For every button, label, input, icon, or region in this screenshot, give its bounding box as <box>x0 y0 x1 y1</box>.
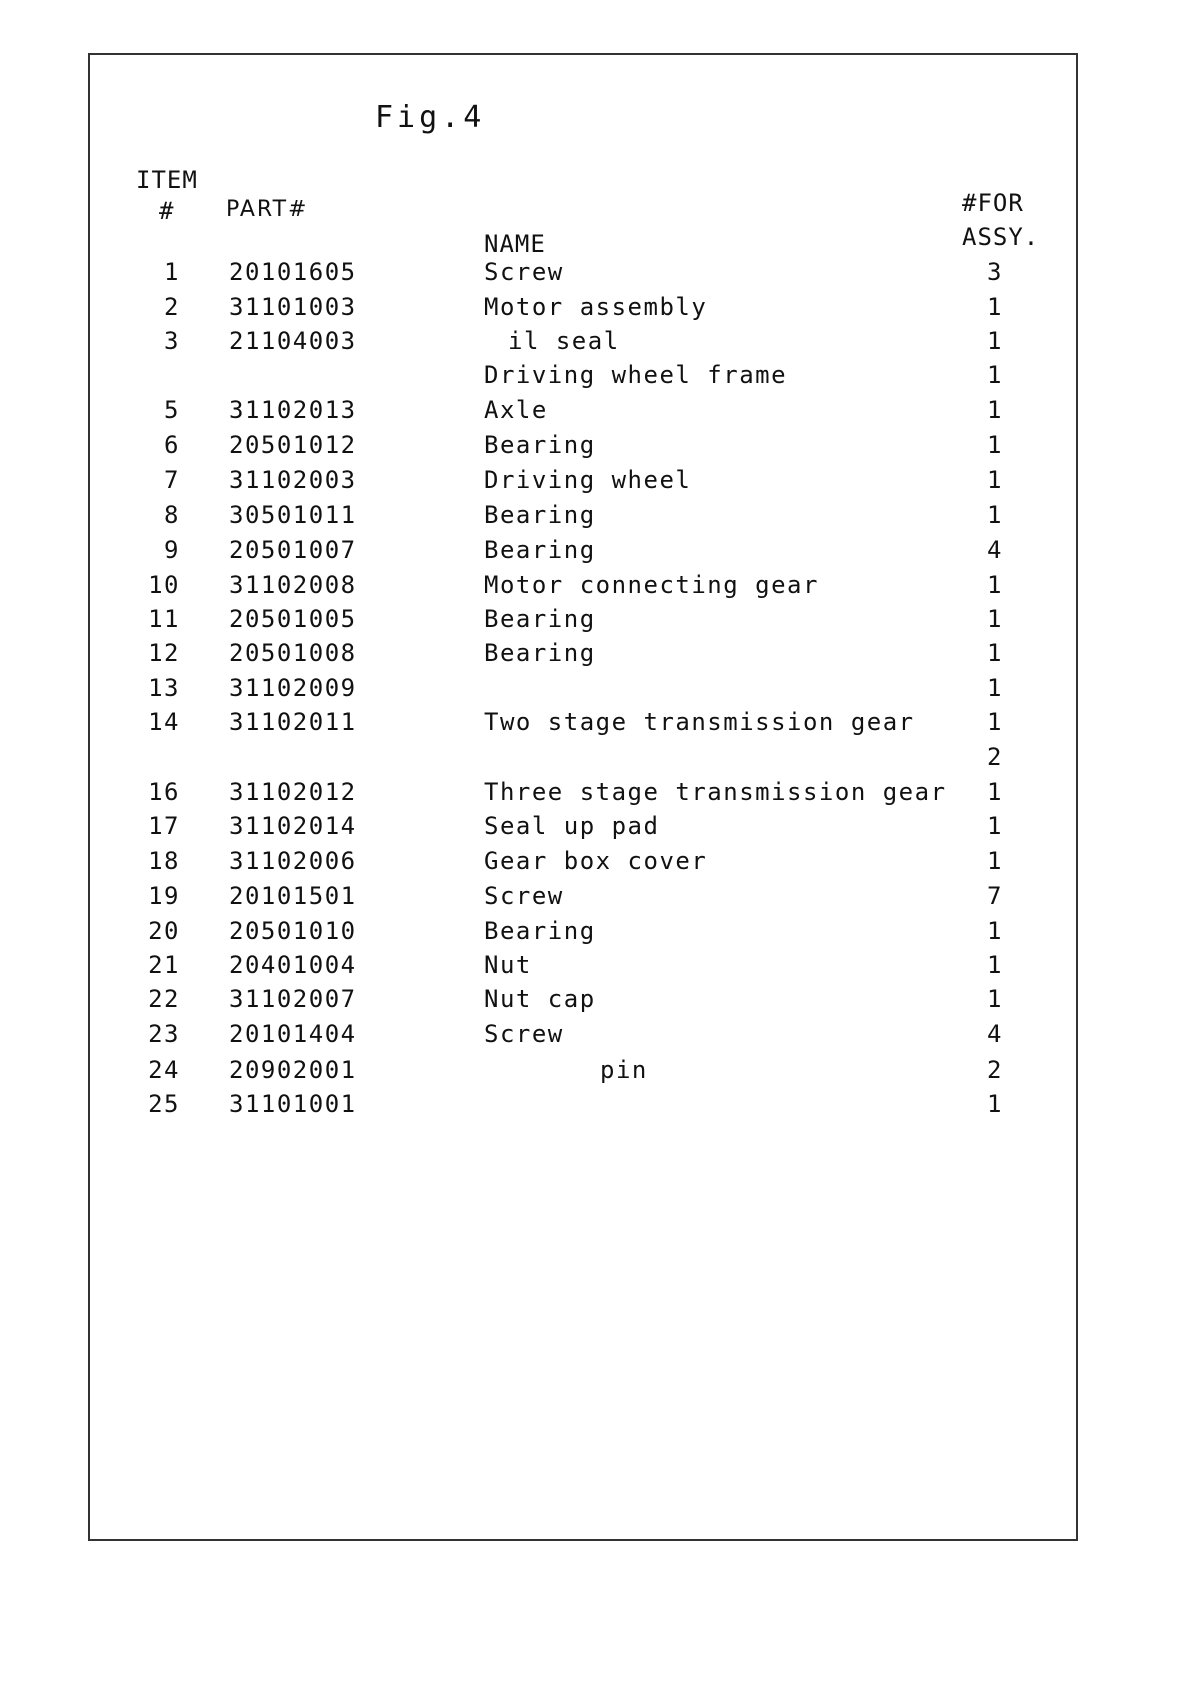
assy-quantity: 1 <box>987 361 1003 389</box>
assy-quantity: 1 <box>987 327 1003 355</box>
part-name: il seal <box>508 327 620 355</box>
table-row <box>0 639 1190 673</box>
item-number: 21 <box>148 951 180 979</box>
table-row <box>0 431 1190 465</box>
table-row <box>0 847 1190 881</box>
item-number: 11 <box>148 605 180 633</box>
part-name: Driving wheel <box>484 466 692 494</box>
part-number: 30501011 <box>229 501 357 529</box>
part-number: 31102014 <box>229 812 357 840</box>
part-number: 31102006 <box>229 847 357 875</box>
item-number: 1 <box>164 258 180 286</box>
table-row <box>0 605 1190 639</box>
item-number: 22 <box>148 985 180 1013</box>
assy-quantity: 1 <box>987 847 1003 875</box>
assy-quantity: 1 <box>987 1090 1003 1118</box>
item-number: 2 <box>164 293 180 321</box>
assy-quantity: 1 <box>987 605 1003 633</box>
part-number: 31102009 <box>229 674 357 702</box>
part-name: Screw <box>484 882 564 910</box>
part-number: 31102008 <box>229 571 357 599</box>
table-row <box>0 396 1190 430</box>
part-number: 20501008 <box>229 639 357 667</box>
part-name: Motor assembly <box>484 293 708 321</box>
table-row <box>0 536 1190 570</box>
assy-quantity: 3 <box>987 258 1003 286</box>
table-row <box>0 1090 1190 1124</box>
item-number: 25 <box>148 1090 180 1118</box>
item-number: 14 <box>148 708 180 736</box>
assy-quantity: 1 <box>987 674 1003 702</box>
part-number: 31102011 <box>229 708 357 736</box>
table-row <box>0 571 1190 605</box>
table-row <box>0 985 1190 1019</box>
header-item-line1: ITEM <box>136 166 198 194</box>
header-part: PART# <box>226 197 309 222</box>
figure-title: Fig.4 <box>375 100 486 135</box>
table-row <box>0 812 1190 846</box>
part-number: 20902001 <box>229 1056 357 1084</box>
part-number: 31102013 <box>229 396 357 424</box>
assy-quantity: 1 <box>987 571 1003 599</box>
part-name: Seal up pad <box>484 812 660 840</box>
table-row <box>0 743 1190 777</box>
part-name: Screw <box>484 1020 564 1048</box>
item-number: 17 <box>148 812 180 840</box>
part-name: Nut <box>484 951 532 979</box>
part-number: 20501007 <box>229 536 357 564</box>
table-row <box>0 951 1190 985</box>
part-name: Bearing <box>484 536 596 564</box>
item-number: 12 <box>148 639 180 667</box>
part-name: Axle <box>484 396 548 424</box>
table-row <box>0 917 1190 951</box>
table-row <box>0 327 1190 361</box>
header-item-line2: # <box>159 197 175 225</box>
part-name: Three stage transmission gear <box>484 778 947 806</box>
part-name: pin <box>600 1056 648 1084</box>
assy-quantity: 1 <box>987 812 1003 840</box>
item-number: 19 <box>148 882 180 910</box>
assy-quantity: 1 <box>987 951 1003 979</box>
header-name: NAME <box>484 230 546 258</box>
table-row <box>0 258 1190 292</box>
part-number: 20501010 <box>229 917 357 945</box>
item-number: 18 <box>148 847 180 875</box>
part-name: Screw <box>484 258 564 286</box>
assy-quantity: 1 <box>987 431 1003 459</box>
part-number: 20501005 <box>229 605 357 633</box>
part-number: 20101605 <box>229 258 357 286</box>
part-name: Nut cap <box>484 985 596 1013</box>
table-row <box>0 293 1190 327</box>
item-number: 13 <box>148 674 180 702</box>
part-name: Bearing <box>484 639 596 667</box>
assy-quantity: 2 <box>987 743 1003 771</box>
assy-quantity: 1 <box>987 501 1003 529</box>
assy-quantity: 1 <box>987 639 1003 667</box>
table-row <box>0 501 1190 535</box>
part-number: 31102003 <box>229 466 357 494</box>
part-number: 31102007 <box>229 985 357 1013</box>
part-number: 20101501 <box>229 882 357 910</box>
assy-quantity: 1 <box>987 985 1003 1013</box>
item-number: 7 <box>164 466 180 494</box>
table-row <box>0 466 1190 500</box>
item-number: 5 <box>164 396 180 424</box>
assy-quantity: 1 <box>987 917 1003 945</box>
item-number: 10 <box>148 571 180 599</box>
part-name: Motor connecting gear <box>484 571 819 599</box>
table-row <box>0 882 1190 916</box>
header-assy-line2: ASSY. <box>962 223 1040 251</box>
part-number: 20101404 <box>229 1020 357 1048</box>
table-row <box>0 708 1190 742</box>
assy-quantity: 1 <box>987 466 1003 494</box>
part-number: 21104003 <box>229 327 357 355</box>
part-number: 20401004 <box>229 951 357 979</box>
item-number: 24 <box>148 1056 180 1084</box>
table-row <box>0 674 1190 708</box>
table-row <box>0 1056 1190 1090</box>
part-name: Bearing <box>484 501 596 529</box>
item-number: 8 <box>164 501 180 529</box>
part-number: 20501012 <box>229 431 357 459</box>
item-number: 3 <box>164 327 180 355</box>
part-name: Gear box cover <box>484 847 708 875</box>
item-number: 20 <box>148 917 180 945</box>
item-number: 6 <box>164 431 180 459</box>
part-name: Two stage transmission gear <box>484 708 915 736</box>
item-number: 9 <box>164 536 180 564</box>
assy-quantity: 1 <box>987 708 1003 736</box>
item-number: 16 <box>148 778 180 806</box>
assy-quantity: 1 <box>987 778 1003 806</box>
assy-quantity: 2 <box>987 1056 1003 1084</box>
part-name: Bearing <box>484 431 596 459</box>
part-name: Bearing <box>484 605 596 633</box>
part-name: Bearing <box>484 917 596 945</box>
table-row <box>0 1020 1190 1054</box>
part-number: 31101003 <box>229 293 357 321</box>
assy-quantity: 1 <box>987 396 1003 424</box>
part-name: Driving wheel frame <box>484 361 788 389</box>
assy-quantity: 1 <box>987 293 1003 321</box>
item-number: 23 <box>148 1020 180 1048</box>
assy-quantity: 4 <box>987 1020 1003 1048</box>
table-row <box>0 361 1190 395</box>
assy-quantity: 7 <box>987 882 1003 910</box>
assy-quantity: 4 <box>987 536 1003 564</box>
part-number: 31102012 <box>229 778 357 806</box>
table-row <box>0 778 1190 812</box>
header-assy-line1: #FOR <box>962 189 1024 217</box>
part-number: 31101001 <box>229 1090 357 1118</box>
